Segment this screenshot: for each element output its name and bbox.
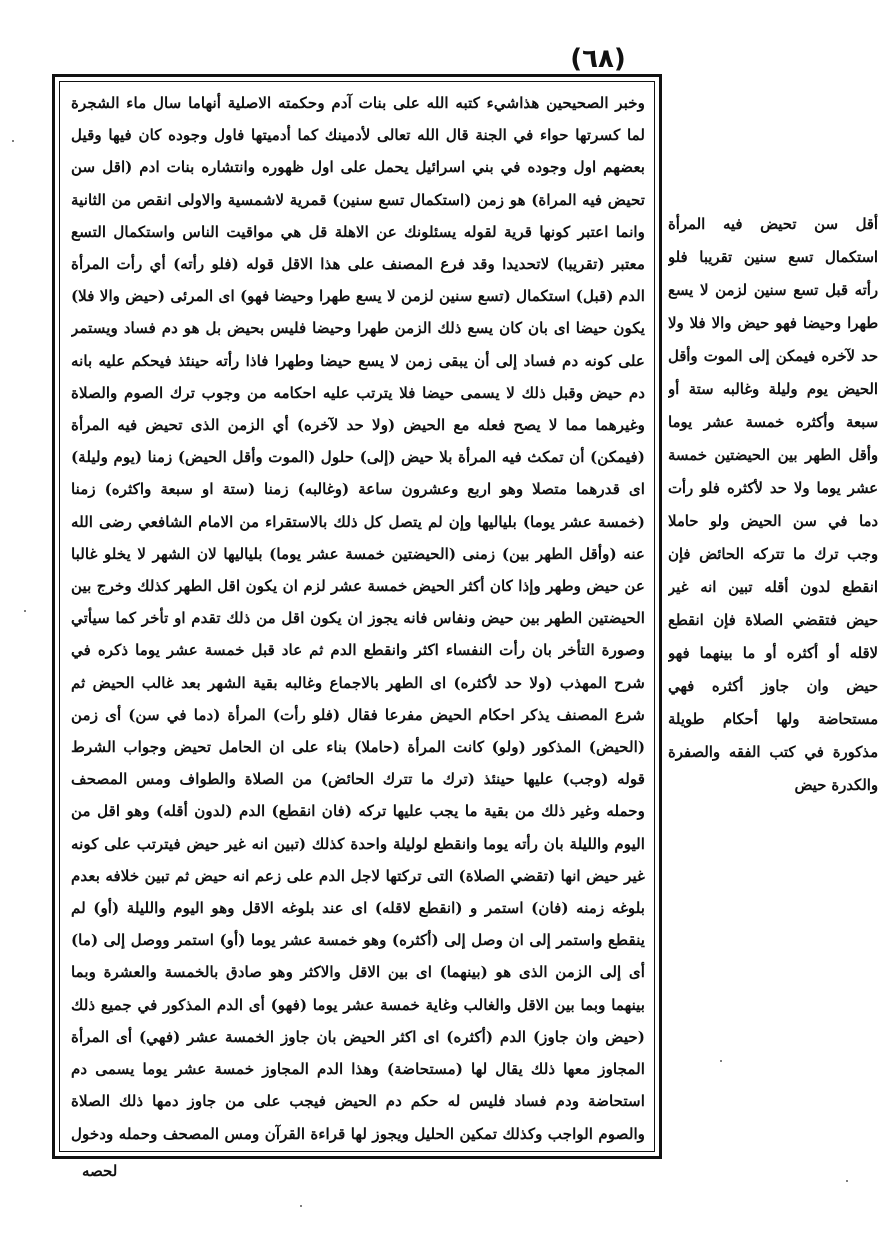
scan-speck [12,140,14,142]
margin-note [668,208,878,928]
main-text-body [71,87,645,1148]
margin-note-text: أقل سن تحيض فيه المرأة استكمال تسع سنين تقريبا فلو رأته قبل تسع سنين لزمن لا يسع طهرا وحيضا فهو حيض والا فلا ولا حد لآخره فيمكن إلى الموت وأقل الحيض يوم وليلة وغالبه ستة أو سبعة وأكثره خمسة عشر يوما وأقل الطهر بين الحيضتين خمسة عشر يوما ولا حد لأكثره فلو رأت دما في سن الحيض ولو حاملا وجب ترك ما تتركه الحائض فإن انقطع لدون أقله تبين انه غير حيض فتقضي الصلاة فإن انقطع لاقله أو أكثره أو ما بينهما فهو حيض وان جاوز أكثره فهي مستحاضة ولها أحكام طويلة مذكورة في كتب الفقه والصفرة والكدرة حيض [668,216,878,794]
scan-speck [300,1205,302,1207]
main-text-paragraph: وخبر الصحيحين هذاشيء كتبه الله على بنات آدم وحكمته الاصلية أنهاما سال ماء الشجرة لما كسرتها حواء في الجنة قال الله تعالى لأدمينك كما أدميتها فاول وجوده كان فيها وقيل بعضهم اول وجوده في بني اسرائيل يحمل على اول ظهوره وانتشاره بنات ادم (اقل سن تحيض فيه المراة) هو زمن (استكمال تسع سنين) قمرية لاشمسية والاولى انقص من الثانية وانما اعتبر كونها قرية لقوله يسئلونك عن الاهلة قل هي مواقيت الناس واستكمال التسع معتبر (تقريبا) لاتحديدا وقد فرع المصنف على هذا الاقل قوله (فلو رأته) أي رأت المرأة الدم (قبل) استكمال (تسع سنين لزمن لا يسع طهرا وحيضا فهو) اى المرئى (حيض والا فلا) يكون حيضا اى بان كان يسع ذلك الزمن طهرا وحيضا فليس بحيض بل هو دم فساد ويستمر على كونه دم فساد إلى أن يبقى زمن لا يسع حيضا وطهرا فاذا رأته حينئذ فيحكم عليه بانه دم حيض وقبل ذلك لا يسمى حيضا فلا يترتب عليه احكامه من وجوب ترك الصوم والصلاة وغيرهما مما لا يصح فعله مع الحيض (ولا حد لآخره) أي الزمن الذى تحيض فيه المرأة (فيمكن) أن تمكث فيه المرأة بلا حيض (إلى) حلول (الموت وأقل الحيض) زمنا (يوم وليلة) اى قدرهما متصلا وهو اربع وعشرون ساعة (وغالبه) زمنا (ستة او سبعة واكثره) زمنا (خمسة عشر يوما) بلياليها وإن لم يتصل كل ذلك بالاستقراء من الامام الشافعي رضى الله عنه (وأقل الطهر بين) زمنى (الحيضتين خمسة عشر يوما) بلياليها لان الشهر لا يخلو غالبا عن حيض وطهر وإذا كان أكثر الحيض خمسة عشر لزم ان يكون اقل الطهر كذلك وخرج بين الحيضتين الطهر بين حيض ونفاس فانه يجوز ان يكون اقل من ذلك تقدم او تأخر كما سيأتي وصورة التأخر بان رأت النفساء اكثر وانقطع الدم ثم عاد قبل خمسة عشر يوما ذكره في شرح المهذب (ولا حد لأكثره) اى الطهر بالاجماع وغالبه بقية الشهر بعد غالب الحيض ثم شرع المصنف يذكر احكام الحيض مفرعا فقال (فلو رأت) المرأة (دما في سن) أى زمن (الحيض) المذكور (ولو) كانت المرأة (حاملا) بناء على ان الحامل تحيض وجواب الشرط قوله (وجب) عليها حينئذ (ترك ما تترك الحائض) من الصلاة والطواف ومس المصحف وحمله وغير ذلك من بقية ما يجب عليها تركه (فان انقطع) الدم (لدون أقله) وهو اقل من اليوم والليلة بان رأته يوما وانقطع لوليلة واحدة كذلك (تبين انه غير حيض فيترتب على كونه غير حيض انها (تقضي الصلاة) التى تركتها لاجل الدم على زعم انه حيض ثم تبين خلافه بعدم بلوغه زمنه (فان) استمر و (انقطع لاقله) اى عند بلوغه الاقل وهو اليوم والليلة (أو) لم ينقطع واستمر إلى ان وصل إلى (أكثره) وهو خمسة عشر يوما (أو) استمر ووصل إلى (ما) أى إلى الزمن الذى هو (بينهما) اى بين الاقل والاكثر وهو صادق بالخمسة والعشرة وبما بينهما وبما بين الاقل والغالب وغاية خمسة عشر يوما (فهو) أى الدم المذكور في جميع ذلك (حيض وان جاوز) الدم (أكثره) اى اكثر الحيض بان جاوز الخمسة عشر (فهي) أى المرأة المجاوز معها ذلك يقال لها (مستحاضة) وهذا الدم المجاوز خمسة عشر يوما يسمى دم استحاضة ودم فساد فليس له حكم دم الحيض فيجب على من جاوز دمها ذلك الصلاة والصوم الواجب وكذلك تمكين الحليل ويجوز لها قراءة القرآن ومس المصحف وحمله ودخول [71,94,645,1143]
catchword: لحصه [82,1162,118,1180]
main-text-frame [52,74,662,1159]
page-number: (٦٨) [570,44,626,74]
scan-speck [720,1060,722,1062]
scan-speck [24,610,26,612]
scan-speck [846,1180,848,1182]
